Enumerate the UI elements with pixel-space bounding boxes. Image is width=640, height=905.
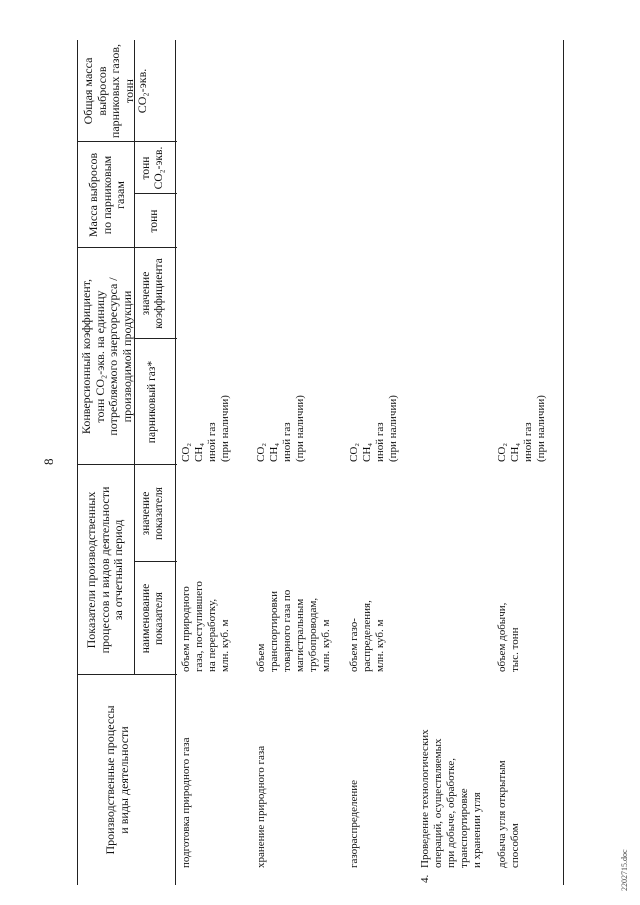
row-indicator: объем добычи, тыс. тонн xyxy=(496,602,521,672)
row-indicator: объем транспортировки товарного газа по магистральным трубопроводам, млн. куб. м xyxy=(255,589,332,672)
row-gases: CO₂ CH₄ иной газ (при наличии) xyxy=(255,395,306,462)
page-number: 8 xyxy=(41,458,56,465)
row-indicator: объем газо- распределения, млн. куб. м xyxy=(348,600,386,672)
row-process: Проведение технологических операций, осуществляемых при добыче, обработке, транспортировке и хранении угля xyxy=(419,729,483,868)
header-indicator-name: наименование показателя xyxy=(140,583,165,654)
header-coefficient-value: значение коэффициента xyxy=(140,258,165,329)
row-number: 4. xyxy=(419,874,431,883)
row-indicator: объем природного газа, поступившего на переработку, млн. куб. м xyxy=(180,581,231,672)
row-gases: CO₂ CH₄ иной газ (при наличии) xyxy=(180,395,231,462)
header-bottom-border xyxy=(175,40,176,885)
header-indicator-value: значение показателя xyxy=(140,487,165,540)
header-emission-mass: Масса выбросов по парниковым газам xyxy=(86,152,127,238)
header-mass-tonn: тонн xyxy=(148,209,160,233)
header-total-mass: Общая масса выбросов парниковых газов, тонн CO₂-экв. xyxy=(81,43,149,139)
row-process: добыча угля открытым способом xyxy=(496,760,521,868)
table-bottom-border xyxy=(563,40,564,885)
header-conversion-coefficient: Конверсионный коэффициент, тонн CO₂-экв. на единицу потребляемого энергоресурса / производимой продукции xyxy=(79,277,134,436)
row-process: газораспределение xyxy=(348,779,360,868)
header-indicators: Показатели производственных процессов и видов деятельности за отчетный период xyxy=(84,486,125,654)
row-process: подготовка природного газа xyxy=(180,737,192,868)
row-gases: CO₂ CH₄ иной газ (при наличии) xyxy=(496,395,547,462)
header-greenhouse-gas: парниковый газ* xyxy=(146,360,158,444)
row-gases: CO₂ CH₄ иной газ (при наличии) xyxy=(348,395,399,462)
header-mass-co2: тонн CO₂-экв. xyxy=(140,146,165,190)
header-processes: Производственные процессы и виды деятельности xyxy=(103,705,131,855)
footer-document-code: 2202715.doc xyxy=(620,849,629,891)
table-top-border xyxy=(77,40,78,885)
row-process: хранение природного газа xyxy=(255,745,267,868)
